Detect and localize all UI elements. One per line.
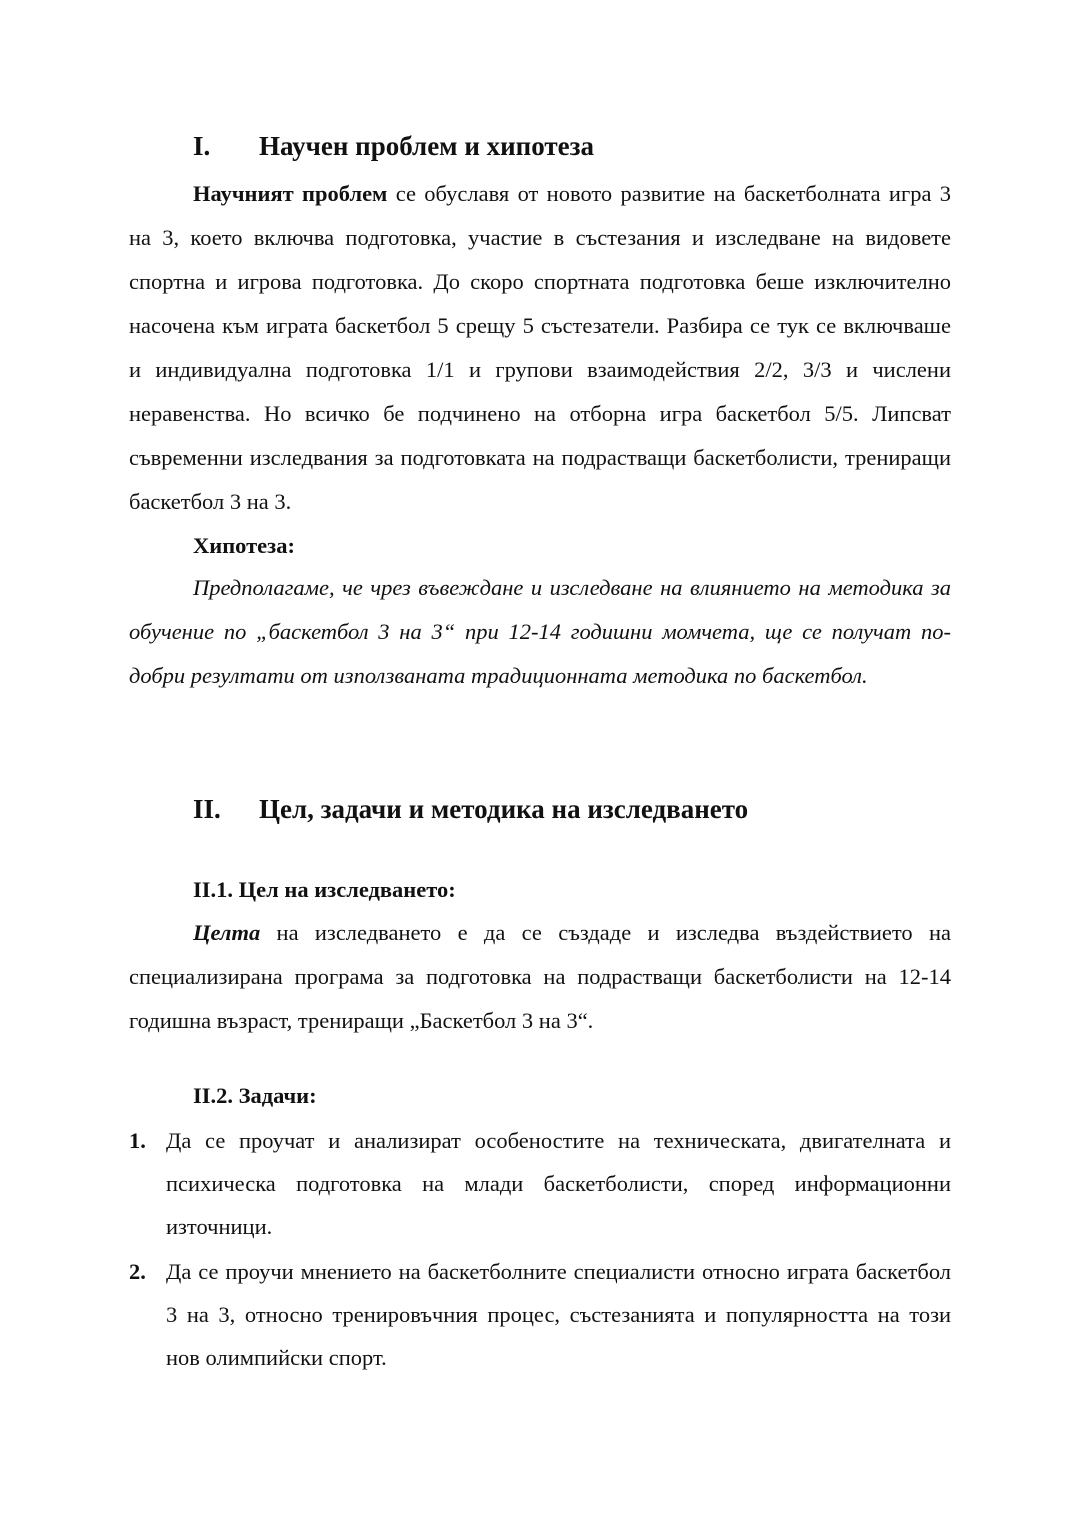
- problem-lead: Научният проблем: [193, 181, 388, 206]
- hypothesis-heading: Хипотеза:: [193, 533, 295, 558]
- goal-heading: II.1. Цел на изследването:: [193, 877, 456, 902]
- tasks-heading: II.2. Задачи:: [193, 1083, 317, 1108]
- goal-lead: Целта: [193, 920, 261, 945]
- problem-text: се обуславя от новото развитие на баскетболната игра 3 на 3, което включва подготовка, участие в състезания и изследване на видовете спортна и игрова подготовка. До скоро спортната подготовка беше изключително насочена към играта баскетбол 5 срещу 5 състезатели. Разбира се тук се включваше и индивидуална подготовка 1/1 и групови взаимодействия 2/2, 3/3 и числени неравенства. Но всичко бе подчинено на отборна игра баскетбол 5/5. Липсват съвременни изследвания за подготовката на подрастващи баскетболисти, трениращи баскетбол 3 на 3.: [129, 181, 952, 514]
- section-2-title: Цел, задачи и методика на изследването: [259, 794, 749, 824]
- section-1-number: I.: [193, 131, 211, 161]
- section-1-title: Научен проблем и хипотеза: [259, 131, 594, 161]
- goal-text: на изследването е да се създаде и изследва въздействието на специализирана програма за подготовка на подрастващи баскетболисти на 12-14 годишна възраст, трениращи „Баскетбол 3 на 3“.: [129, 920, 951, 1033]
- section-2-heading: [193, 793, 748, 825]
- list-item-text: Да се проучи мнението на баскетболните специалисти относно играта баскетбол 3 на 3, относно тренировъчния процес, състезанията и популярността на този нов олимпийски спорт.: [166, 1259, 951, 1370]
- list-item-marker: 1.: [129, 1128, 146, 1153]
- list-item: [129, 1119, 951, 1248]
- tasks-list: [129, 1119, 951, 1379]
- goal-paragraph: [129, 911, 951, 1043]
- section-1-heading: [193, 130, 594, 162]
- list-item-marker: 2.: [129, 1259, 146, 1284]
- list-item-text: Да се проучат и анализират особеностите на техническата, двигателната и психическа подготовка на млади баскетболисти, според информационни източници.: [166, 1128, 951, 1239]
- hypothesis-paragraph: Предполагаме, че чрез въвеждане и изследване на влиянието на методика за обучение по „баскетбол 3 на 3“ при 12-14 годишни момчета, ще се получат по-добри резултати от използваната традиционната методика по баскетбол.: [129, 575, 951, 688]
- problem-paragraph: [129, 172, 951, 524]
- list-item: [129, 1250, 951, 1379]
- section-2-number: II.: [193, 794, 221, 824]
